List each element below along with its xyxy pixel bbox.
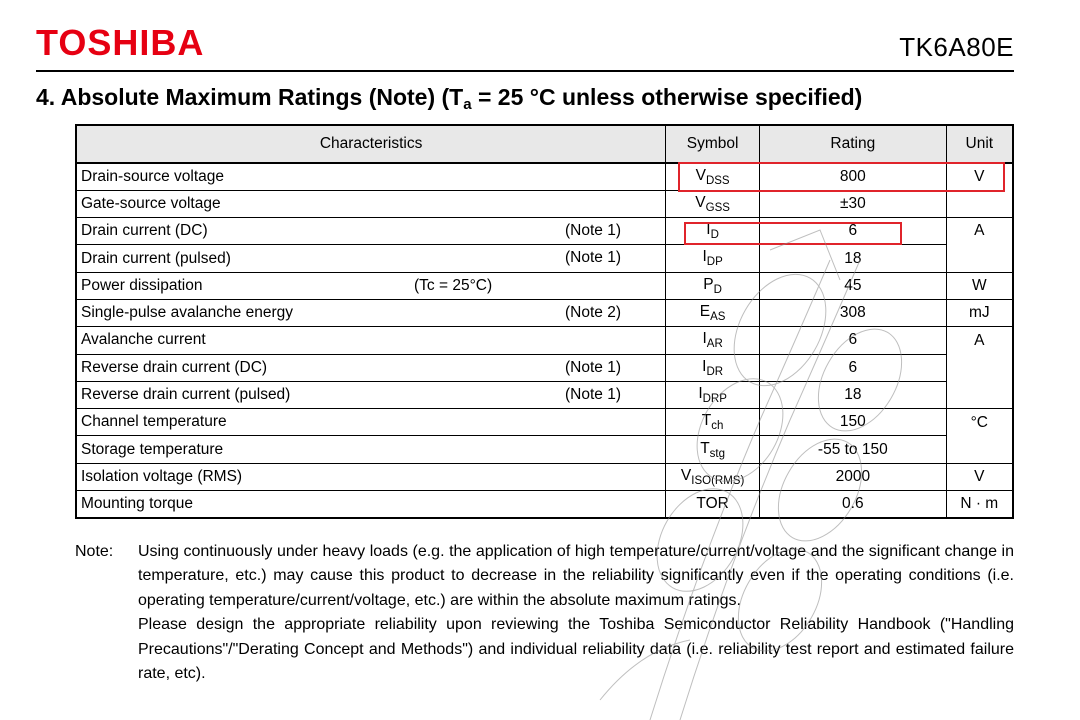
cell-rating: 6 bbox=[760, 354, 947, 381]
cell-symbol bbox=[666, 245, 760, 272]
characteristic-condition: (Tc = 25°C) bbox=[414, 276, 493, 294]
cell-characteristic bbox=[76, 272, 666, 299]
cell-symbol bbox=[666, 299, 760, 326]
cell-symbol bbox=[666, 190, 760, 217]
toshiba-logo: TOSHIBA bbox=[36, 22, 205, 63]
table-row bbox=[76, 163, 1013, 190]
symbol-subscript: D bbox=[713, 283, 722, 296]
symbol-subscript: GSS bbox=[705, 201, 730, 214]
symbol-base: I bbox=[702, 330, 707, 348]
cell-rating: 150 bbox=[760, 409, 947, 436]
cell-symbol bbox=[666, 491, 760, 518]
cell-symbol bbox=[666, 463, 760, 490]
symbol-base: I bbox=[706, 221, 711, 239]
symbol-subscript: AS bbox=[710, 311, 726, 324]
cell-unit bbox=[946, 354, 1013, 381]
header-unit: Unit bbox=[946, 125, 1013, 163]
cell-rating: 308 bbox=[760, 299, 947, 326]
symbol-base: V bbox=[695, 193, 706, 211]
symbol-subscript: DRP bbox=[702, 393, 727, 406]
symbol-base: V bbox=[695, 166, 706, 184]
symbol-base: TOR bbox=[696, 494, 729, 512]
table-row bbox=[76, 381, 1013, 408]
symbol-base: T bbox=[701, 412, 712, 430]
table-row bbox=[76, 436, 1013, 463]
cell-symbol bbox=[666, 327, 760, 354]
cell-unit: A bbox=[946, 327, 1013, 354]
characteristic-name: Reverse drain current (DC) bbox=[81, 358, 268, 376]
absolute-maximum-ratings-table bbox=[75, 124, 1014, 519]
characteristic-name: Mounting torque bbox=[81, 494, 194, 512]
symbol-subscript: D bbox=[710, 229, 719, 242]
cell-characteristic bbox=[76, 218, 666, 245]
table-row bbox=[76, 491, 1013, 518]
characteristic-note: (Note 2) bbox=[565, 303, 621, 321]
cell-symbol bbox=[666, 381, 760, 408]
cell-symbol bbox=[666, 163, 760, 190]
symbol-subscript: stg bbox=[709, 447, 726, 460]
section-title-prefix: 4. Absolute Maximum Ratings (Note) (T bbox=[36, 84, 464, 110]
symbol-base: I bbox=[702, 357, 707, 375]
cell-unit: A bbox=[946, 218, 1013, 245]
cell-rating: 6 bbox=[760, 327, 947, 354]
cell-rating: -55 to 150 bbox=[760, 436, 947, 463]
table-row bbox=[76, 409, 1013, 436]
header-rule bbox=[36, 70, 1014, 72]
cell-characteristic bbox=[76, 491, 666, 518]
cell-rating: 2000 bbox=[760, 463, 947, 490]
cell-symbol bbox=[666, 272, 760, 299]
symbol-base: V bbox=[680, 466, 692, 484]
symbol-subscript: DR bbox=[706, 365, 724, 378]
cell-characteristic bbox=[76, 190, 666, 217]
header-symbol: Symbol bbox=[666, 125, 760, 163]
cell-unit bbox=[946, 190, 1013, 217]
cell-symbol bbox=[666, 354, 760, 381]
characteristic-note: (Note 1) bbox=[565, 385, 621, 403]
cell-characteristic bbox=[76, 354, 666, 381]
table-header-row bbox=[76, 125, 1013, 163]
characteristic-name: Isolation voltage (RMS) bbox=[81, 467, 243, 485]
cell-unit: V bbox=[946, 163, 1013, 190]
characteristic-name: Power dissipation bbox=[81, 276, 203, 294]
section-title-suffix: = 25 °C unless otherwise specified) bbox=[471, 84, 863, 110]
cell-rating: 6 bbox=[760, 218, 947, 245]
cell-characteristic bbox=[76, 163, 666, 190]
symbol-subscript: DP bbox=[706, 256, 723, 269]
characteristic-name: Drain current (DC) bbox=[81, 222, 208, 240]
table-row bbox=[76, 463, 1013, 490]
cell-symbol bbox=[666, 409, 760, 436]
cell-rating: ±30 bbox=[760, 190, 947, 217]
note-paragraph-2: Please design the appropriate reliability upon reviewing the Toshiba Semiconductor Reliability Handbook ("Handling Precautions"/"Derating Concept and Methods") and individual reliability data (i.e. reliability test report and estimated failure rate, etc). bbox=[138, 616, 1014, 683]
note-paragraph-1: Using continuously under heavy loads (e.g. the application of high temperature/current/voltage and the significant change in temperature, etc.) may cause this product to decrease in the reliability significantly even if the operating conditions (i.e. operating temperature/current/voltage, etc.) are within the absolute maximum ratings. bbox=[138, 543, 1014, 609]
cell-unit bbox=[946, 436, 1013, 463]
cell-characteristic bbox=[76, 245, 666, 272]
characteristic-name: Drain-source voltage bbox=[81, 167, 225, 185]
symbol-base: P bbox=[703, 275, 714, 293]
cell-characteristic bbox=[76, 463, 666, 490]
characteristic-name: Channel temperature bbox=[81, 413, 227, 431]
cell-characteristic bbox=[76, 299, 666, 326]
section-title-subscript: a bbox=[463, 96, 472, 113]
table-row bbox=[76, 272, 1013, 299]
cell-rating: 18 bbox=[760, 245, 947, 272]
characteristic-name: Single-pulse avalanche energy bbox=[81, 304, 293, 322]
cell-symbol bbox=[666, 436, 760, 463]
cell-rating: 45 bbox=[760, 272, 947, 299]
cell-characteristic bbox=[76, 327, 666, 354]
cell-unit bbox=[946, 245, 1013, 272]
cell-unit: N · m bbox=[946, 491, 1013, 518]
symbol-subscript: ch bbox=[711, 420, 724, 433]
symbol-base: I bbox=[702, 248, 707, 266]
characteristic-name: Reverse drain current (pulsed) bbox=[81, 386, 291, 404]
section-title bbox=[36, 84, 862, 111]
part-number: TK6A80E bbox=[899, 32, 1014, 62]
symbol-base: E bbox=[699, 303, 711, 321]
cell-rating: 800 bbox=[760, 163, 947, 190]
header-characteristics: Characteristics bbox=[76, 125, 666, 163]
table-row bbox=[76, 354, 1013, 381]
cell-unit bbox=[946, 381, 1013, 408]
cell-unit: W bbox=[946, 272, 1013, 299]
characteristic-name: Avalanche current bbox=[81, 331, 206, 349]
cell-unit: mJ bbox=[946, 299, 1013, 326]
symbol-subscript: AR bbox=[706, 338, 723, 351]
characteristic-note: (Note 1) bbox=[565, 222, 621, 240]
cell-characteristic bbox=[76, 409, 666, 436]
cell-rating: 18 bbox=[760, 381, 947, 408]
table-row bbox=[76, 245, 1013, 272]
cell-characteristic bbox=[76, 436, 666, 463]
characteristic-name: Gate-source voltage bbox=[81, 194, 221, 212]
table-row bbox=[76, 327, 1013, 354]
cell-unit: °C bbox=[946, 409, 1013, 436]
note-section bbox=[75, 540, 1014, 686]
characteristic-name: Storage temperature bbox=[81, 440, 224, 458]
note-label: Note: bbox=[75, 543, 114, 560]
characteristic-note: (Note 1) bbox=[565, 358, 621, 376]
symbol-subscript: DSS bbox=[705, 174, 730, 187]
cell-rating: 0.6 bbox=[760, 491, 947, 518]
header-rating: Rating bbox=[760, 125, 947, 163]
characteristic-name: Drain current (pulsed) bbox=[81, 249, 231, 267]
cell-symbol bbox=[666, 218, 760, 245]
table-row bbox=[76, 190, 1013, 217]
cell-characteristic bbox=[76, 381, 666, 408]
table-row bbox=[76, 299, 1013, 326]
symbol-base: I bbox=[698, 384, 703, 402]
symbol-subscript: ISO(RMS) bbox=[691, 474, 745, 487]
table-row bbox=[76, 218, 1013, 245]
characteristic-note: (Note 1) bbox=[565, 249, 621, 267]
symbol-base: T bbox=[700, 439, 710, 457]
cell-unit: V bbox=[946, 463, 1013, 490]
